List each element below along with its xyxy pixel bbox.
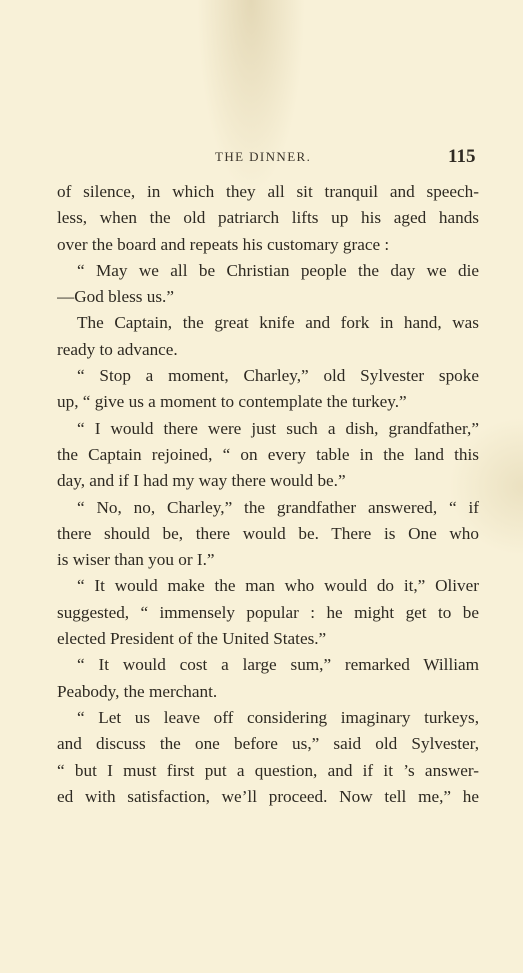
text-line: “ No, no, Charley,” the grandfather answered, “ if [77,497,479,517]
page-number: 115 [448,146,476,167]
text-line: is wiser than you or I.” [57,550,215,570]
text-line: —God bless us.” [57,287,174,307]
text-line: less, when the old patriarch lifts up his aged hands [57,208,479,228]
text-line: elected President of the United States.” [57,629,327,649]
text-line: ed with satisfaction, we’ll proceed. Now tell me,” he [57,786,479,806]
text-line: Peabody, the merchant. [57,681,218,701]
text-line: suggested, “ immensely popular : he might get to be [57,602,479,622]
text-line: there should be, there would be. There is One who [57,523,479,543]
text-line: “ May we all be Christian people the day we die [77,260,479,280]
text-line: “ but I must first put a question, and if it ’s answer- [57,760,479,780]
text-line: “ Let us leave off considering imaginary turkeys, [77,707,479,727]
body-text [57,179,479,810]
text-line: ready to advance. [57,339,178,359]
text-line: up, “ give us a moment to contemplate the turkey.” [57,392,407,412]
text-line: “ I would there were just such a dish, grandfather,” [77,418,479,438]
text-line: the Captain rejoined, “ on every table in the land this [57,444,479,464]
text-line: day, and if I had my way there would be.” [57,471,346,491]
text-line: “ It would make the man who would do it,” Oliver [77,576,479,596]
text-line: and discuss the one before us,” said old Sylvester, [57,734,479,754]
text-line: over the board and repeats his customary grace : [57,234,390,254]
text-line: “ It would cost a large sum,” remarked William [77,655,479,675]
text-line: of silence, in which they all sit tranquil and speech- [57,182,479,201]
text-line: “ Stop a moment, Charley,” old Sylvester spoke [77,366,479,386]
text-line: The Captain, the great knife and fork in hand, was [77,313,479,333]
running-title: THE DINNER. [215,149,312,164]
running-head [0,146,523,168]
